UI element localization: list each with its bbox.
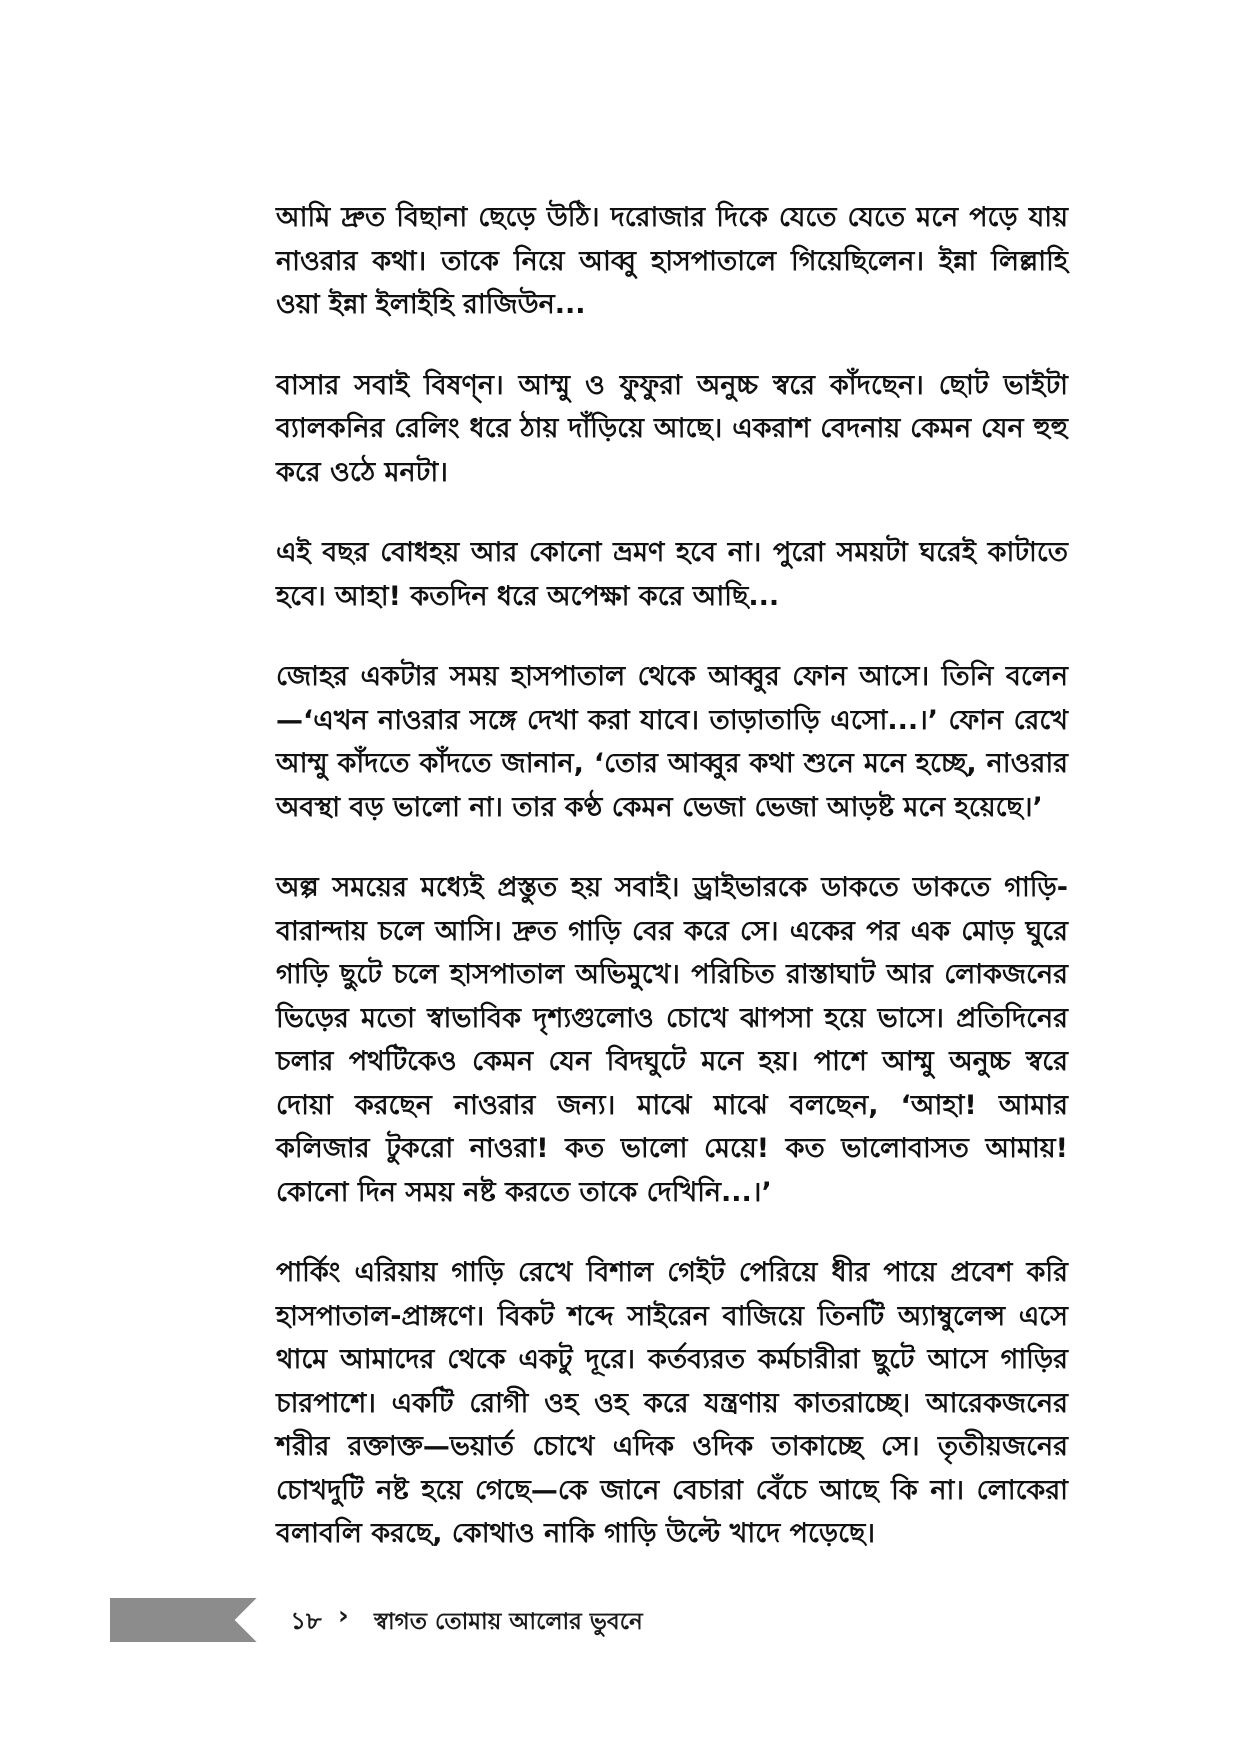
book-title: স্বাগত তোমায় আলোর ভুবনে bbox=[374, 1609, 643, 1635]
paragraph: বাসার সবাই বিষণ্ন। আম্মু ও ফুফুরা অনুচ্চ স্বরে কাঁদছেন। ছোট ভাইটা ব্যালকনির রেলিং ধরে ঠায় দাঁড়িয়ে আছে। একরাশ বেদনায় কেমন যেন হুহু করে ওঠে মনটা। bbox=[276, 369, 1068, 488]
page-body bbox=[276, 196, 1068, 1593]
paragraph: জোহর একটার সময় হাসপাতাল থেকে আব্বুর ফোন আসে। তিনি বলেন—‘এখন নাওরার সঙ্গে দেখা করা যাবে। তাড়াতাড়ি এসো...।’ ফোন রেখে আম্মু কাঁদতে কাঁদতে জানান, ‘তোর আব্বুর কথা শুনে মনে হচ্ছে, নাওরার অবস্থা বড় ভালো না। তার কণ্ঠ কেমন ভেজা ভেজা আড়ষ্ট মনে হয়েছে।’ bbox=[276, 661, 1068, 823]
paragraph: আমি দ্রুত বিছানা ছেড়ে উঠি। দরোজার দিকে যেতে যেতে মনে পড়ে যায় নাওরার কথা। তাকে নিয়ে আব্বু হাসপাতালে গিয়েছিলেন। ইন্না লিল্লাহি ওয়া ইন্না ইলাইহি রাজিউন... bbox=[276, 202, 1068, 320]
page-number: ১৮ bbox=[290, 1607, 322, 1635]
paragraph: এই বছর বোধহয় আর কোনো ভ্রমণ হবে না। পুরো সময়টা ঘরেই কাটাতে হবে। আহা! কতদিন ধরে অপেক্ষা করে আছি... bbox=[276, 537, 1068, 612]
chevron-right-icon: › bbox=[338, 1601, 349, 1631]
paragraph: অল্প সময়ের মধ্যেই প্রস্তুত হয় সবাই। ড্রাইভারকে ডাকতে ডাকতে গাড়ি-বারান্দায় চলে আসি। দ্রুত গাড়ি বের করে সে। একের পর এক মোড় ঘুরে গাড়ি ছুটে চলে হাসপাতাল অভিমুখে। পরিচিত রাস্তাঘাট আর লোকজনের ভিড়ের মতো স্বাভাবিক দৃশ্যগুলোও চোখে ঝাপসা হয়ে ভাসে। প্রতিদিনের চলার পথটিকেও কেমন যেন বিদঘুটে মনে হয়। পাশে আম্মু অনুচ্চ স্বরে দোয়া করছেন নাওরার জন্য। মাঝে মাঝে বলছেন, ‘আহা! আমার কলিজার টুকরো নাওরা! কত ভালো মেয়ে! কত ভালোবাসত আমায়! কোনো দিন সময় নষ্ট করতে তাকে দেখিনি...।’ bbox=[276, 872, 1068, 1208]
paragraph: পার্কিং এরিয়ায় গাড়ি রেখে বিশাল গেইট পেরিয়ে ধীর পায়ে প্রবেশ করি হাসপাতাল-প্রাঙ্গণে। বিকট শব্দে সাইরেন বাজিয়ে তিনটি অ্যাম্বুলেন্স এসে থামে আমাদের থেকে একটু দূরে। কর্তব্যরত কর্মচারীরা ছুটে আসে গাড়ির চারপাশে। একটি রোগী ওহ ওহ করে যন্ত্রণায় কাতরাচ্ছে। আরেকজনের শরীর রক্তাক্ত—ভয়ার্ত চোখে এদিক ওদিক তাকাচ্ছে সে। তৃতীয়জনের চোখদুটি নষ্ট হয়ে গেছে—কে জানে বেচারা বেঁচে আছে কি না। লোকেরা বলাবলি করছে, কোথাও নাকি গাড়ি উল্টে খাদে পড়েছে। bbox=[276, 1257, 1068, 1549]
